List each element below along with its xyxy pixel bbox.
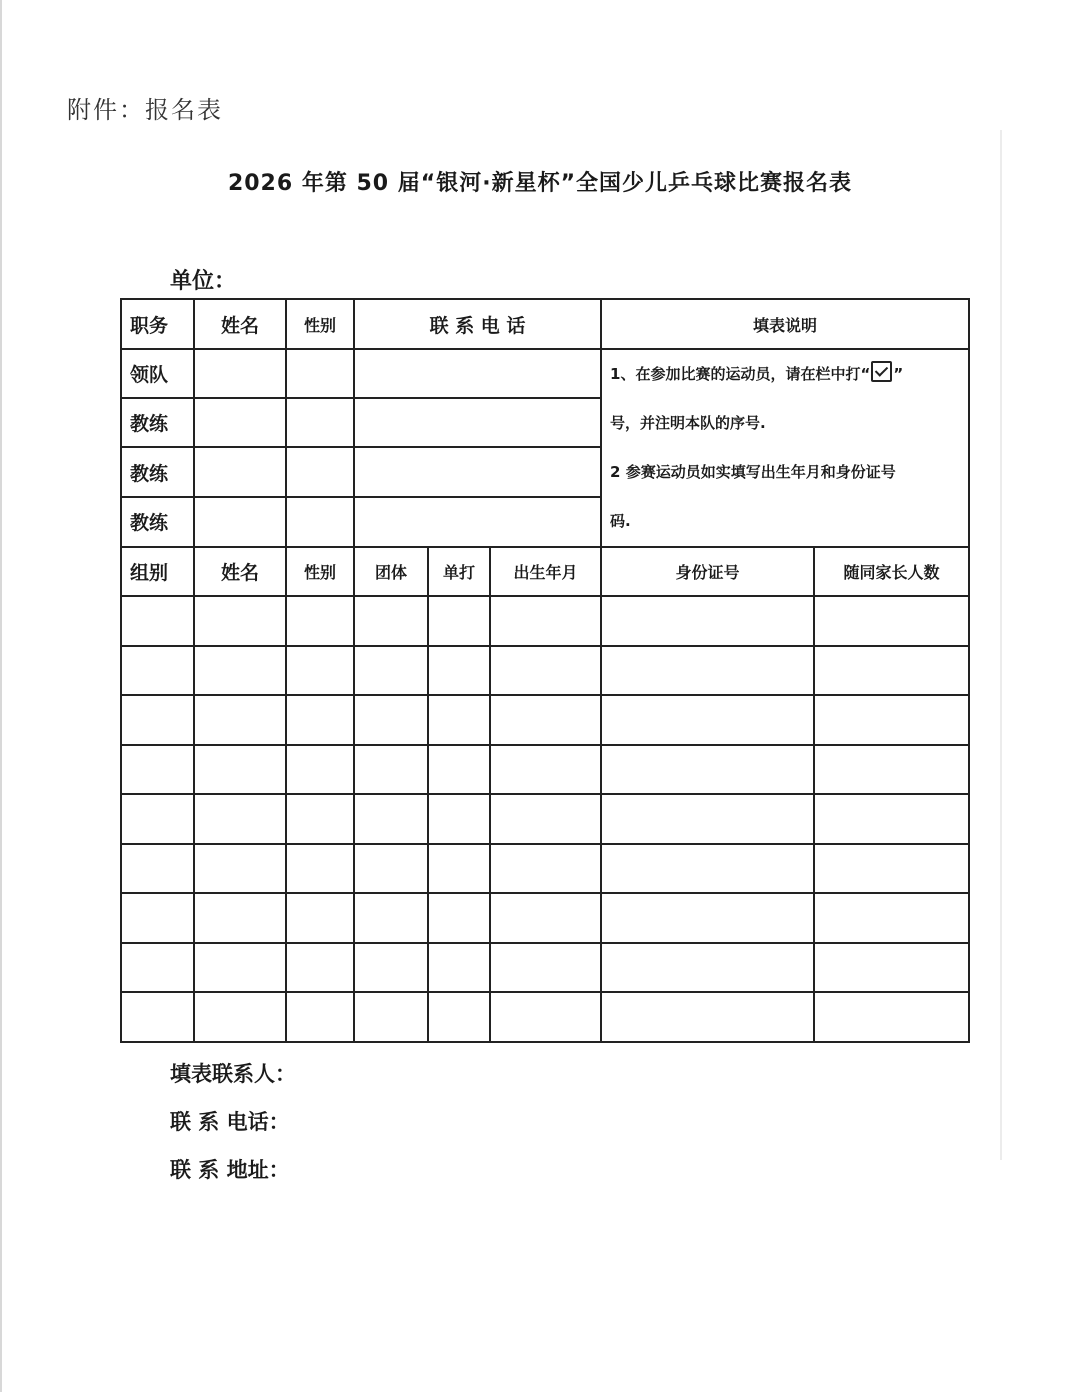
player-singles-cell[interactable] — [428, 596, 490, 646]
player-parents-cell[interactable] — [814, 943, 969, 993]
header-group: 组别 — [121, 547, 194, 596]
header-birth: 出生年月 — [490, 547, 601, 596]
player-gender-cell[interactable] — [286, 646, 354, 696]
notes-line-4: 码. — [610, 512, 631, 530]
player-parents-cell[interactable] — [814, 745, 969, 795]
header-player-gender: 性别 — [286, 547, 354, 596]
page-right-edge — [1000, 130, 1002, 1160]
player-team-cell[interactable] — [354, 745, 428, 795]
player-gender-cell[interactable] — [286, 596, 354, 646]
player-name-cell[interactable] — [194, 646, 286, 696]
player-team-cell[interactable] — [354, 893, 428, 943]
checkbox-icon — [871, 361, 892, 382]
player-singles-cell[interactable] — [428, 893, 490, 943]
player-birth-cell[interactable] — [490, 992, 601, 1042]
player-gender-cell[interactable] — [286, 794, 354, 844]
player-group-cell[interactable] — [121, 646, 194, 696]
player-gender-cell[interactable] — [286, 893, 354, 943]
player-parents-cell[interactable] — [814, 992, 969, 1042]
player-birth-cell[interactable] — [490, 596, 601, 646]
player-gender-cell[interactable] — [286, 992, 354, 1042]
staff-header-row — [121, 299, 969, 349]
staff-row — [121, 349, 969, 398]
staff-gender-cell[interactable] — [286, 447, 354, 496]
player-singles-cell[interactable] — [428, 646, 490, 696]
player-birth-cell[interactable] — [490, 943, 601, 993]
notes-cell — [601, 349, 969, 547]
attachment-label: 附件：报名表 — [67, 96, 223, 124]
player-row — [121, 893, 969, 943]
player-row — [121, 943, 969, 993]
staff-name-cell[interactable] — [194, 349, 286, 398]
header-role: 职务 — [121, 299, 194, 349]
player-row — [121, 596, 969, 646]
player-parents-cell[interactable] — [814, 596, 969, 646]
staff-name-cell[interactable] — [194, 497, 286, 547]
staff-phone-cell[interactable] — [354, 398, 601, 447]
player-gender-cell[interactable] — [286, 745, 354, 795]
player-rows — [121, 596, 969, 1042]
player-group-cell[interactable] — [121, 745, 194, 795]
player-name-cell[interactable] — [194, 745, 286, 795]
player-id-number-cell[interactable] — [601, 794, 814, 844]
player-parents-cell[interactable] — [814, 893, 969, 943]
player-group-cell[interactable] — [121, 695, 194, 745]
player-name-cell[interactable] — [194, 794, 286, 844]
player-parents-cell[interactable] — [814, 646, 969, 696]
player-id-number-cell[interactable] — [601, 646, 814, 696]
header-team: 团体 — [354, 547, 428, 596]
document-title: 2026 年第 50 届“银河·新星杯”全国少儿乒乓球比赛报名表 — [227, 171, 853, 196]
header-parents: 随同家长人数 — [814, 547, 969, 596]
player-group-cell[interactable] — [121, 943, 194, 993]
player-birth-cell[interactable] — [490, 893, 601, 943]
header-notes: 填表说明 — [601, 299, 969, 349]
player-name-cell[interactable] — [194, 844, 286, 894]
player-row — [121, 844, 969, 894]
player-name-cell[interactable] — [194, 992, 286, 1042]
registration-table — [120, 298, 970, 1043]
player-id-number-cell[interactable] — [601, 844, 814, 894]
player-birth-cell[interactable] — [490, 695, 601, 745]
staff-gender-cell[interactable] — [286, 398, 354, 447]
player-gender-cell[interactable] — [286, 695, 354, 745]
player-name-cell[interactable] — [194, 695, 286, 745]
header-phone: 联 系 电 话 — [354, 299, 601, 349]
player-parents-cell[interactable] — [814, 695, 969, 745]
staff-phone-cell[interactable] — [354, 447, 601, 496]
page-left-edge — [0, 0, 2, 1392]
player-id-number-cell[interactable] — [601, 992, 814, 1042]
staff-gender-cell[interactable] — [286, 497, 354, 547]
player-group-cell[interactable] — [121, 844, 194, 894]
staff-phone-cell[interactable] — [354, 349, 601, 398]
player-id-number-cell[interactable] — [601, 745, 814, 795]
player-singles-cell[interactable] — [428, 844, 490, 894]
player-singles-cell[interactable] — [428, 943, 490, 993]
player-header-row — [121, 547, 969, 596]
player-singles-cell[interactable] — [428, 794, 490, 844]
notes-line-2: 号，并注明本队的序号. — [610, 414, 766, 432]
player-singles-cell[interactable] — [428, 695, 490, 745]
player-birth-cell[interactable] — [490, 844, 601, 894]
staff-name-cell[interactable] — [194, 398, 286, 447]
player-row — [121, 794, 969, 844]
contact-address-label: 联 系 地址： — [170, 1158, 290, 1182]
staff-gender-cell[interactable] — [286, 349, 354, 398]
player-id-number-cell[interactable] — [601, 596, 814, 646]
staff-phone-cell[interactable] — [354, 497, 601, 547]
header-player-name: 姓名 — [194, 547, 286, 596]
player-group-cell[interactable] — [121, 992, 194, 1042]
player-id-number-cell[interactable] — [601, 695, 814, 745]
header-id-number: 身份证号 — [601, 547, 814, 596]
player-parents-cell[interactable] — [814, 844, 969, 894]
player-row — [121, 646, 969, 696]
header-singles: 单打 — [428, 547, 490, 596]
player-birth-cell[interactable] — [490, 646, 601, 696]
player-team-cell[interactable] — [354, 844, 428, 894]
player-group-cell[interactable] — [121, 596, 194, 646]
staff-role-cell: 教练 — [121, 447, 194, 496]
staff-name-cell[interactable] — [194, 447, 286, 496]
player-row — [121, 745, 969, 795]
player-group-cell[interactable] — [121, 794, 194, 844]
player-name-cell[interactable] — [194, 893, 286, 943]
player-gender-cell[interactable] — [286, 943, 354, 993]
player-row — [121, 992, 969, 1042]
player-team-cell[interactable] — [354, 646, 428, 696]
notes-line-1: 1、在参加比赛的运动员，请在栏中打“ ” — [610, 350, 960, 399]
player-name-cell[interactable] — [194, 943, 286, 993]
player-team-cell[interactable] — [354, 794, 428, 844]
player-gender-cell[interactable] — [286, 844, 354, 894]
player-parents-cell[interactable] — [814, 794, 969, 844]
header-name: 姓名 — [194, 299, 286, 349]
player-singles-cell[interactable] — [428, 745, 490, 795]
notes-line-3: 2 参赛运动员如实填写出生年月和身份证号 — [610, 463, 896, 481]
unit-label: 单位： — [170, 269, 237, 294]
player-team-cell[interactable] — [354, 596, 428, 646]
contact-person-label: 填表联系人： — [170, 1062, 296, 1086]
player-birth-cell[interactable] — [490, 745, 601, 795]
player-team-cell[interactable] — [354, 992, 428, 1042]
player-row — [121, 695, 969, 745]
player-group-cell[interactable] — [121, 893, 194, 943]
staff-role-cell: 教练 — [121, 497, 194, 547]
player-singles-cell[interactable] — [428, 992, 490, 1042]
staff-role-cell: 领队 — [121, 349, 194, 398]
player-team-cell[interactable] — [354, 695, 428, 745]
player-id-number-cell[interactable] — [601, 893, 814, 943]
staff-role-cell: 教练 — [121, 398, 194, 447]
header-gender: 性别 — [286, 299, 354, 349]
player-birth-cell[interactable] — [490, 794, 601, 844]
player-team-cell[interactable] — [354, 943, 428, 993]
player-name-cell[interactable] — [194, 596, 286, 646]
contact-phone-label: 联 系 电话： — [170, 1110, 290, 1134]
player-id-number-cell[interactable] — [601, 943, 814, 993]
